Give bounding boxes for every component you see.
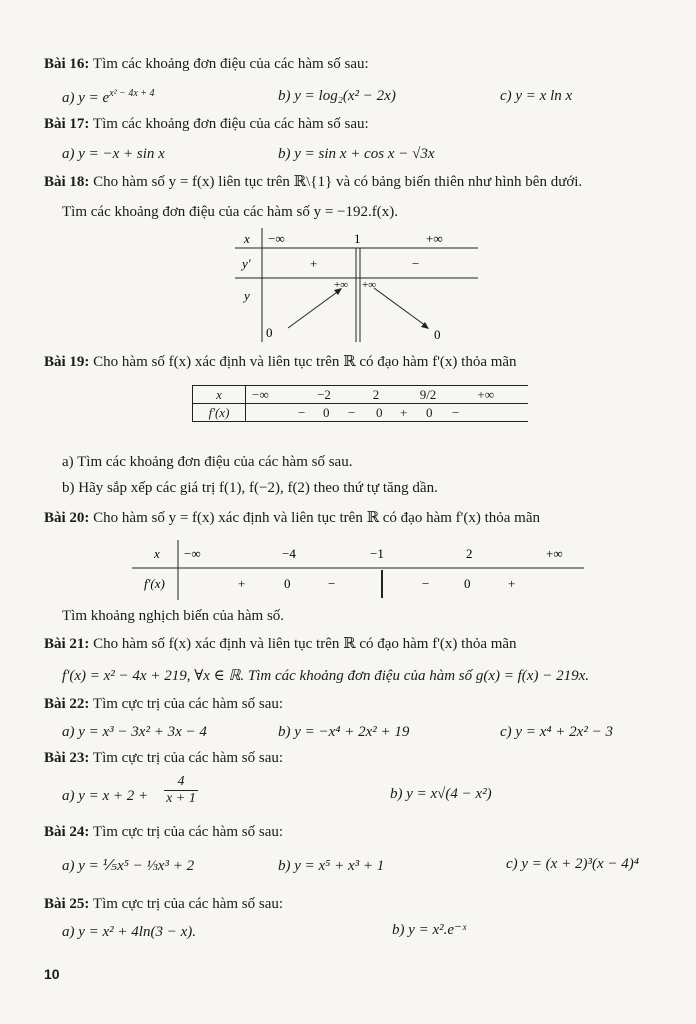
b24-heading: [44, 822, 283, 842]
b24-label: Bài 24:: [44, 824, 90, 840]
b19-h4: 9/2: [419, 386, 437, 402]
b24-a: a) y = ⅕x⁵ − ⅓x³ + 2: [62, 858, 195, 874]
b18-plus: +: [310, 256, 318, 271]
b16-a-exp: x² − 4x + 4: [109, 88, 155, 99]
b19-s0: −: [298, 404, 306, 420]
b21-text2: f'(x) = x² − 4x + 219, ∀x ∈ ℝ. Tìm các khoảng đơn điệu của hàm số g(x) = f(x) − 219x.: [62, 668, 589, 684]
b18-x-label: x: [244, 231, 250, 246]
b20-s1: 0: [284, 576, 291, 591]
b20-label: Bài 20:: [44, 510, 90, 526]
b21-heading: [44, 634, 517, 654]
b21-text: Cho hàm số f(x) xác định và liên tục trên ℝ có đạo hàm f'(x) thỏa mãn: [93, 636, 517, 652]
b18-text: Cho hàm số y = f(x) liên tục trên ℝ\{1} và có bảng biến thiên như hình bên dưới.: [93, 174, 583, 190]
b17-a: a) y = −x + sin x: [62, 146, 165, 162]
b16-c: c) y = x ln x: [500, 88, 573, 104]
b20-row-label: f'(x): [144, 576, 165, 591]
b18-pos-inf: +∞: [426, 231, 443, 246]
b18-heading: [44, 172, 582, 192]
b17-heading: [44, 114, 369, 134]
b19-h3: 2: [372, 386, 380, 402]
b19-text: Cho hàm số f(x) xác định và liên tục trên ℝ có đạo hàm f'(x) thỏa mãn: [93, 354, 517, 370]
b19-sign-row: [246, 404, 529, 422]
b20-h3: −1: [370, 546, 384, 561]
b18-text2: Tìm các khoảng đơn điệu của các hàm số y = −192.f(x).: [62, 204, 398, 220]
b18-top-right: +∞: [362, 279, 377, 291]
b22-text: Tìm cực trị của các hàm số sau:: [92, 696, 284, 712]
b20-h4: 2: [466, 546, 473, 561]
b19-h1: −∞: [252, 386, 269, 402]
b25-b: b) y = x².e⁻ˣ: [392, 922, 467, 938]
b17-text: Tìm các khoảng đơn điệu của các hàm số sau:: [92, 116, 369, 132]
b23-a-den: x + 1: [166, 791, 196, 806]
b18-minus: −: [412, 256, 420, 271]
b19-fp-cell: f'(x): [193, 404, 246, 422]
b16-heading: [44, 54, 369, 74]
b24-c: c) y = (x + 2)³(x − 4)⁴: [506, 856, 639, 872]
b19-a: a) Tìm các khoảng đơn điệu của các hàm số sau.: [62, 454, 353, 470]
b19-s1: 0: [323, 404, 330, 420]
b25-heading: [44, 894, 283, 914]
b19-x-cell: x: [193, 386, 246, 404]
b20-s4: 0: [464, 576, 471, 591]
b16-a: [62, 84, 155, 108]
b16-b: b) y = log₂(x² − 2x): [278, 88, 396, 104]
b25-text: Tìm cực trị của các hàm số sau:: [92, 896, 284, 912]
b18-y-label: y: [244, 288, 250, 303]
b18-bottom-left: 0: [266, 325, 273, 340]
b22-label: Bài 22:: [44, 696, 90, 712]
b18-neg-inf: −∞: [268, 231, 285, 246]
b17-b: b) y = sin x + cos x − √3x: [278, 146, 435, 162]
b18-top-left: +∞: [334, 279, 349, 291]
b19-b: b) Hãy sắp xếp các giá trị f(1), f(−2), f(2) theo thứ tự tăng dần.: [62, 480, 438, 496]
b23-heading: [44, 748, 283, 768]
b22-heading: [44, 694, 283, 714]
b20-h0: x: [154, 546, 160, 561]
b20-heading: [44, 508, 540, 528]
b19-header-row: [246, 386, 529, 404]
b18-variation-table: [230, 226, 482, 344]
b25-a: a) y = x² + 4ln(3 − x).: [62, 924, 196, 940]
b21-label: Bài 21:: [44, 636, 90, 652]
b19-label: Bài 19:: [44, 354, 90, 370]
b19-h2: −2: [317, 386, 331, 402]
b19-sign-table: [192, 385, 528, 422]
b23-b: b) y = x√(4 − x²): [390, 786, 492, 802]
b22-b: b) y = −x⁴ + 2x² + 19: [278, 724, 410, 740]
b17-label: Bài 17:: [44, 116, 90, 132]
b25-label: Bài 25:: [44, 896, 90, 912]
b20-s2: −: [328, 576, 336, 591]
b20-s0: +: [238, 576, 246, 591]
b18-label: Bài 18:: [44, 174, 90, 190]
b24-b: b) y = x⁵ + x³ + 1: [278, 858, 385, 874]
b20-text2: Tìm khoảng nghịch biến của hàm số.: [62, 608, 285, 624]
b20-text: Cho hàm số y = f(x) xác định và liên tục trên ℝ có đạo hàm f'(x) thỏa mãn: [93, 510, 541, 526]
b16-a-text: a) y = e: [62, 90, 110, 106]
b18-one: 1: [354, 231, 361, 246]
b20-s3: −: [422, 576, 430, 591]
page-number: 10: [44, 966, 60, 982]
b23-a-num: 4: [164, 774, 198, 791]
b19-s5: 0: [426, 404, 433, 420]
b20-h1: −∞: [184, 546, 201, 561]
b23-a-pre: a) y = x + 2 +: [62, 788, 149, 804]
b23-text: Tìm cực trị của các hàm số sau:: [92, 750, 284, 766]
b22-a: a) y = x³ − 3x² + 3x − 4: [62, 724, 207, 740]
b16-label: Bài 16:: [44, 56, 90, 72]
b18-bottom-right: 0: [434, 327, 441, 342]
b19-s3: 0: [376, 404, 383, 420]
b24-text: Tìm cực trị của các hàm số sau:: [92, 824, 284, 840]
b20-h5: +∞: [546, 546, 563, 561]
b20-sign-table: [130, 538, 586, 602]
b19-s6: −: [452, 404, 460, 420]
b19-s2: −: [348, 404, 356, 420]
b19-heading: [44, 352, 517, 372]
b22-c: c) y = x⁴ + 2x² − 3: [500, 724, 613, 740]
b18-yp-label: y': [242, 256, 251, 271]
b16-text: Tìm các khoảng đơn điệu của các hàm số sau:: [92, 56, 369, 72]
b20-h2: −4: [282, 546, 296, 561]
b19-h5: +∞: [477, 386, 494, 402]
b20-s5: +: [508, 576, 516, 591]
b19-s4: +: [400, 404, 408, 420]
b23-label: Bài 23:: [44, 750, 90, 766]
b23-a-fraction: [164, 774, 198, 807]
